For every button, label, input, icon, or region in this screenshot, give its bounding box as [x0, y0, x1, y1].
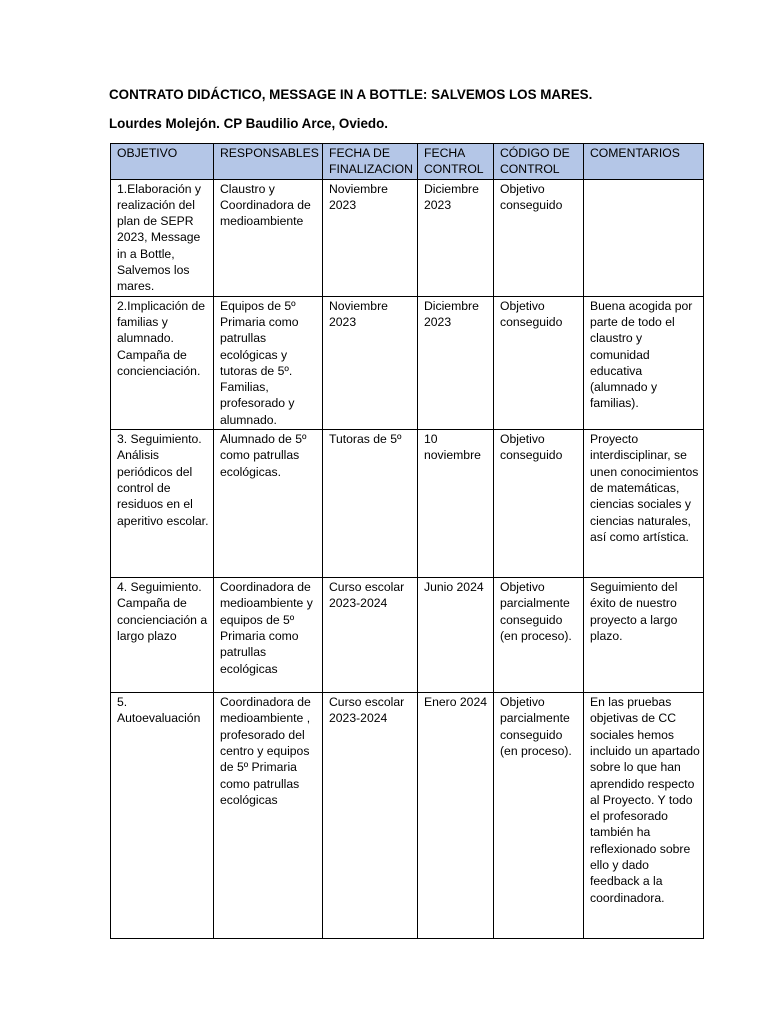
cell-fecha-control: Enero 2024: [418, 693, 494, 939]
cell-fecha-finalizacion: Noviembre 2023: [323, 179, 418, 296]
table-row: [111, 179, 704, 296]
cell-comentarios: Buena acogida por parte de todo el claustro y comunidad educativa (alumnado y familias).: [584, 296, 704, 429]
cell-responsables: Alumnado de 5º como patrullas ecológicas.: [214, 430, 323, 578]
header-responsables: RESPONSABLES: [214, 144, 323, 180]
cell-comentarios: Proyecto interdisciplinar, se unen conocimientos de matemáticas, ciencias sociales y ciencias naturales, así como artística.: [584, 430, 704, 578]
table-row: [111, 578, 704, 693]
objectives-table: [110, 143, 704, 939]
cell-codigo-control: Objetivo conseguido: [494, 296, 584, 429]
author-line: Lourdes Molejón. CP Baudilio Arce, Oviedo.: [109, 116, 389, 131]
cell-codigo-control: Objetivo parcialmente conseguido (en proceso).: [494, 693, 584, 939]
cell-responsables: Coordinadora de medioambiente y equipos de 5º Primaria como patrullas ecológicas: [214, 578, 323, 693]
header-objetivo: OBJETIVO: [111, 144, 214, 180]
cell-fecha-control: Junio 2024: [418, 578, 494, 693]
cell-comentarios: En las pruebas objetivas de CC sociales hemos incluido un apartado sobre lo que han aprendido respecto al Proyecto. Y todo el profesorado también ha reflexionado sobre ello y dado feedback a la coordinadora.: [584, 693, 704, 939]
cell-responsables: Equipos de 5º Primaria como patrullas ecológicas y tutoras de 5º. Familias, profesorado y alumnado.: [214, 296, 323, 429]
header-fecha-finalizacion: FECHA DE FINALIZACION: [323, 144, 418, 180]
cell-fecha-control: Diciembre 2023: [418, 296, 494, 429]
cell-objetivo: 3. Seguimiento. Análisis periódicos del control de residuos en el aperitivo escolar.: [111, 430, 214, 578]
header-comentarios: COMENTARIOS: [584, 144, 704, 180]
cell-comentarios: [584, 179, 704, 296]
cell-fecha-finalizacion: Curso escolar 2023-2024: [323, 578, 418, 693]
cell-comentarios: Seguimiento del éxito de nuestro proyecto a largo plazo.: [584, 578, 704, 693]
cell-codigo-control: Objetivo parcialmente conseguido (en proceso).: [494, 578, 584, 693]
cell-fecha-control: 10 noviembre: [418, 430, 494, 578]
cell-objetivo: 1.Elaboración y realización del plan de SEPR 2023, Message in a Bottle, Salvemos los mares.: [111, 179, 214, 296]
cell-responsables: Claustro y Coordinadora de medioambiente: [214, 179, 323, 296]
header-codigo-control: CÓDIGO DE CONTROL: [494, 144, 584, 180]
cell-fecha-finalizacion: Curso escolar 2023-2024: [323, 693, 418, 939]
cell-responsables: Coordinadora de medioambiente , profesorado del centro y equipos de 5º Primaria como patrullas ecológicas: [214, 693, 323, 939]
table-row: [111, 296, 704, 429]
table-row: [111, 430, 704, 578]
table-header-row: [111, 144, 704, 180]
cell-objetivo: 2.Implicación de familias y alumnado. Campaña de concienciación.: [111, 296, 214, 429]
header-fecha-control: FECHA CONTROL: [418, 144, 494, 180]
cell-codigo-control: Objetivo conseguido: [494, 430, 584, 578]
table-row: [111, 693, 704, 939]
cell-fecha-control: Diciembre 2023: [418, 179, 494, 296]
cell-codigo-control: Objetivo conseguido: [494, 179, 584, 296]
cell-objetivo: 4. Seguimiento. Campaña de concienciación a largo plazo: [111, 578, 214, 693]
document-title: CONTRATO DIDÁCTICO, MESSAGE IN A BOTTLE: SALVEMOS LOS MARES.: [109, 87, 593, 102]
cell-fecha-finalizacion: Noviembre 2023: [323, 296, 418, 429]
cell-fecha-finalizacion: Tutoras de 5º: [323, 430, 418, 578]
cell-objetivo: 5. Autoevaluación: [111, 693, 214, 939]
